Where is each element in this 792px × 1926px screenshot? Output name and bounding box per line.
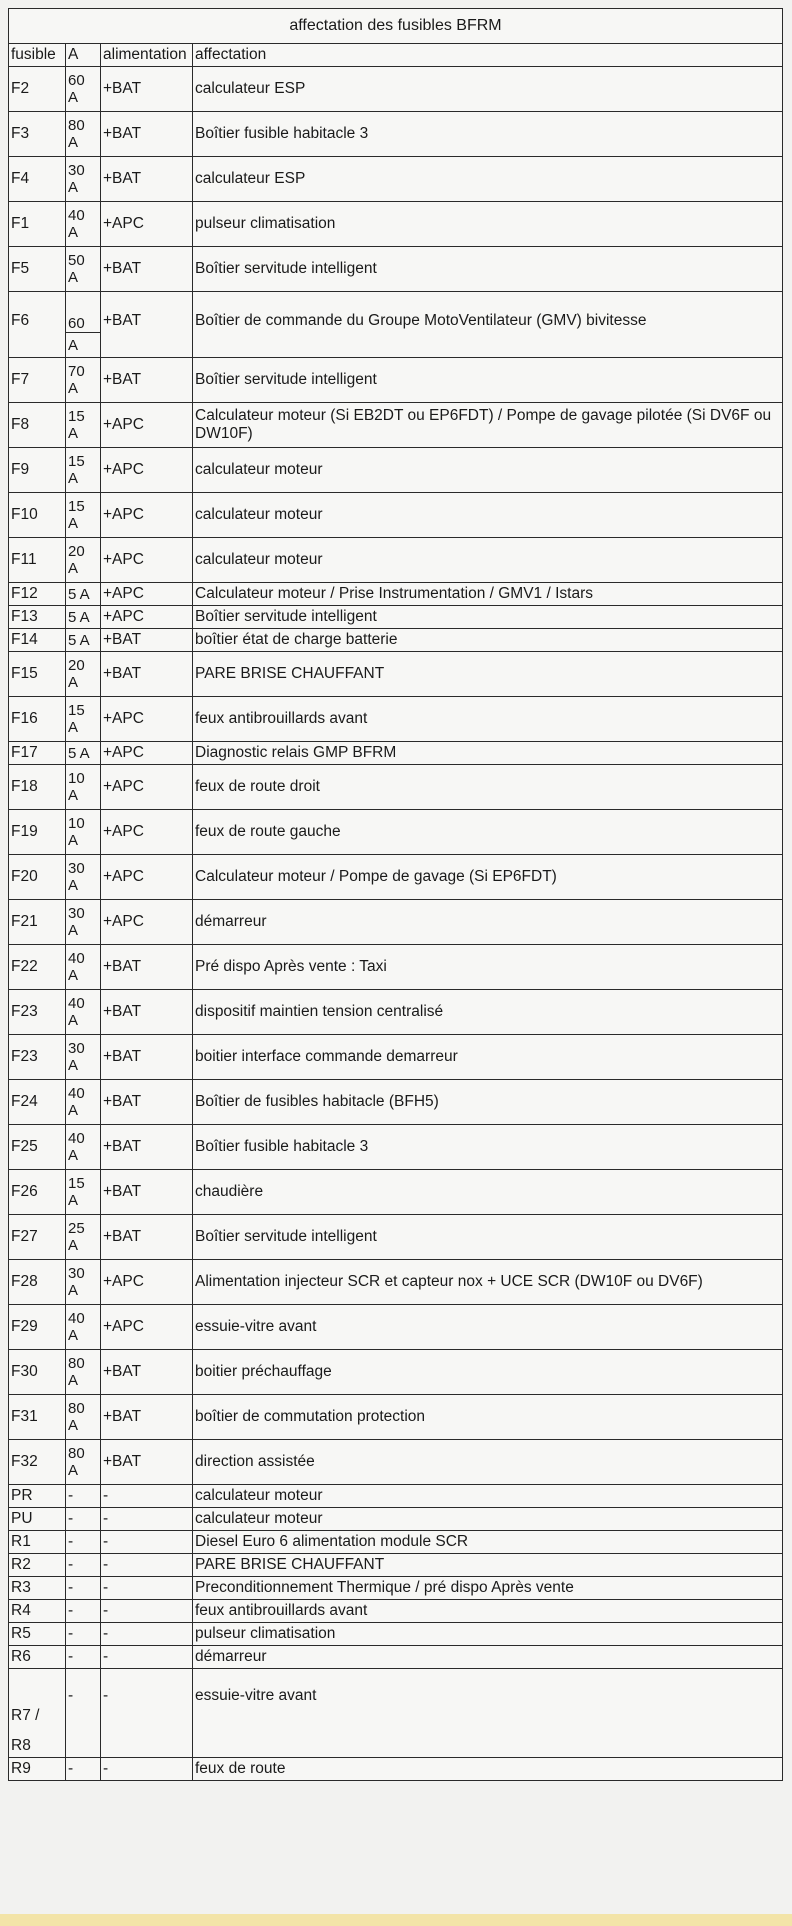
- fuse-amperage: 15 A: [66, 448, 101, 493]
- relay-assignment: calculateur moteur: [193, 1508, 783, 1531]
- header-affectation: affectation: [193, 44, 783, 67]
- fuse-id: F28: [9, 1260, 66, 1305]
- fuse-assignment: PARE BRISE CHAUFFANT: [193, 652, 783, 697]
- fuse-amperage: 15 A: [66, 493, 101, 538]
- fuse-amperage: 5 A: [66, 583, 101, 606]
- header-amperage: A: [66, 44, 101, 67]
- fuse-supply: +APC: [101, 855, 193, 900]
- fuse-amperage: 30 A: [66, 1260, 101, 1305]
- table-row: [9, 247, 783, 292]
- fuse-assignment: calculateur ESP: [193, 157, 783, 202]
- header-alimentation: alimentation: [101, 44, 193, 67]
- relay-id: R3: [9, 1577, 66, 1600]
- fuse-assignment: boitier préchauffage: [193, 1350, 783, 1395]
- fuse-id: F17: [9, 742, 66, 765]
- fuse-supply: +BAT: [101, 945, 193, 990]
- fuse-id: F20: [9, 855, 66, 900]
- fuse-supply: +BAT: [101, 292, 193, 358]
- fuse-assignment: feux antibrouillards avant: [193, 697, 783, 742]
- relay-id: R4: [9, 1600, 66, 1623]
- fuse-amperage: 20 A: [66, 538, 101, 583]
- relay-supply: -: [101, 1577, 193, 1600]
- header-row: [9, 44, 783, 67]
- relay-supply: -: [101, 1623, 193, 1646]
- fuse-supply: +APC: [101, 765, 193, 810]
- fuse-id: F9: [9, 448, 66, 493]
- fuse-amperage: 80 A: [66, 1395, 101, 1440]
- fuse-assignment: Alimentation injecteur SCR et capteur nox + UCE SCR (DW10F ou DV6F): [193, 1260, 783, 1305]
- fuse-amperage: 10 A: [66, 810, 101, 855]
- fuse-amperage: 20 A: [66, 652, 101, 697]
- fuse-id: F16: [9, 697, 66, 742]
- fuse-amperage: 60: [66, 292, 101, 333]
- fuse-id: F31: [9, 1395, 66, 1440]
- table-row: [9, 765, 783, 810]
- fuse-assignment: feux de route droit: [193, 765, 783, 810]
- table-row: [9, 1646, 783, 1669]
- fuse-assignment: Boîtier servitude intelligent: [193, 606, 783, 629]
- fuse-assignment: Boîtier fusible habitacle 3: [193, 1125, 783, 1170]
- fuse-supply: +BAT: [101, 358, 193, 403]
- relay-supply: -: [101, 1554, 193, 1577]
- fuse-amperage: 50 A: [66, 247, 101, 292]
- fuse-id: F15: [9, 652, 66, 697]
- fuse-id: F13: [9, 606, 66, 629]
- table-row: [9, 1554, 783, 1577]
- fuse-assignment: essuie-vitre avant: [193, 1305, 783, 1350]
- fuse-amperage: 10 A: [66, 765, 101, 810]
- relay-id: R1: [9, 1531, 66, 1554]
- relay-amperage: -: [66, 1577, 101, 1600]
- table-row: [9, 1600, 783, 1623]
- fuse-amperage: 40 A: [66, 202, 101, 247]
- fuse-assignment: Boîtier servitude intelligent: [193, 247, 783, 292]
- fuse-supply: +BAT: [101, 112, 193, 157]
- relay-assignment: feux antibrouillards avant: [193, 1600, 783, 1623]
- table-row: [9, 1035, 783, 1080]
- relay-assignment: pulseur climatisation: [193, 1623, 783, 1646]
- relay-supply: -: [101, 1646, 193, 1669]
- fuse-id: F32: [9, 1440, 66, 1485]
- fuse-supply: +APC: [101, 1305, 193, 1350]
- fuse-amperage: 60 A: [66, 67, 101, 112]
- fuse-amperage: 5 A: [66, 606, 101, 629]
- fuse-id: F23: [9, 1035, 66, 1080]
- fuse-amperage: 40 A: [66, 1125, 101, 1170]
- fuse-amperage: 80 A: [66, 1440, 101, 1485]
- fuse-assignment: démarreur: [193, 900, 783, 945]
- fuse-amperage: 30 A: [66, 900, 101, 945]
- fuse-amperage: 40 A: [66, 990, 101, 1035]
- table-row: [9, 990, 783, 1035]
- fuse-amperage: 40 A: [66, 1305, 101, 1350]
- fuse-supply: +APC: [101, 1260, 193, 1305]
- fuse-supply: +BAT: [101, 1395, 193, 1440]
- fuse-assignment: boitier interface commande demarreur: [193, 1035, 783, 1080]
- relay-amperage: -: [66, 1485, 101, 1508]
- fuse-supply: +BAT: [101, 1350, 193, 1395]
- table-row: [9, 1395, 783, 1440]
- fuse-amperage: 15 A: [66, 1170, 101, 1215]
- fuse-amperage: 80 A: [66, 1350, 101, 1395]
- table-row: [9, 1440, 783, 1485]
- fuse-supply: +APC: [101, 538, 193, 583]
- table-row: [9, 1080, 783, 1125]
- fuse-amperage: 25 A: [66, 1215, 101, 1260]
- fuse-id: F30: [9, 1350, 66, 1395]
- relay-amperage: -: [66, 1758, 101, 1781]
- fuse-assignment: calculateur moteur: [193, 493, 783, 538]
- table-row: [9, 1669, 783, 1758]
- relay-amperage: -: [66, 1600, 101, 1623]
- fuse-amperage: 70 A: [66, 358, 101, 403]
- relay-supply: -: [101, 1758, 193, 1781]
- relay-amperage: -: [66, 1623, 101, 1646]
- fuse-id: F19: [9, 810, 66, 855]
- fuse-supply: +BAT: [101, 1170, 193, 1215]
- fuse-supply: +APC: [101, 606, 193, 629]
- fuse-amperage: 30 A: [66, 157, 101, 202]
- fuse-supply: +BAT: [101, 1125, 193, 1170]
- relay-assignment: essuie-vitre avant: [193, 1669, 783, 1758]
- relay-assignment: Diesel Euro 6 alimentation module SCR: [193, 1531, 783, 1554]
- fuse-assignment: Calculateur moteur / Prise Instrumentation / GMV1 / Istars: [193, 583, 783, 606]
- relay-amperage: -: [66, 1669, 101, 1758]
- fuse-id: F8: [9, 403, 66, 448]
- fuse-assignment: Boîtier servitude intelligent: [193, 1215, 783, 1260]
- fuse-supply: +APC: [101, 900, 193, 945]
- fuse-amperage: 15 A: [66, 403, 101, 448]
- fuse-id: F18: [9, 765, 66, 810]
- table-row: [9, 403, 783, 448]
- fuse-id: F14: [9, 629, 66, 652]
- fuse-id: F27: [9, 1215, 66, 1260]
- fuse-supply: +BAT: [101, 1035, 193, 1080]
- fuse-assignment: Boîtier fusible habitacle 3: [193, 112, 783, 157]
- fuse-supply: +BAT: [101, 652, 193, 697]
- table-row: [9, 1215, 783, 1260]
- relay-amperage: -: [66, 1554, 101, 1577]
- fuse-supply: +APC: [101, 403, 193, 448]
- table-row: [9, 202, 783, 247]
- fuse-assignment: Boîtier de fusibles habitacle (BFH5): [193, 1080, 783, 1125]
- fuse-assignment: Boîtier servitude intelligent: [193, 358, 783, 403]
- table-row: [9, 810, 783, 855]
- relay-assignment: démarreur: [193, 1646, 783, 1669]
- fuse-amperage-unit: A: [66, 333, 101, 358]
- table-row: [9, 900, 783, 945]
- fuse-id: F12: [9, 583, 66, 606]
- relay-id: PU: [9, 1508, 66, 1531]
- fuse-id: F4: [9, 157, 66, 202]
- fuse-assignment: Diagnostic relais GMP BFRM: [193, 742, 783, 765]
- fuse-supply: +APC: [101, 493, 193, 538]
- fuse-supply: +BAT: [101, 990, 193, 1035]
- fuse-id: F25: [9, 1125, 66, 1170]
- relay-id: R6: [9, 1646, 66, 1669]
- fuse-id: F11: [9, 538, 66, 583]
- relay-id: R5: [9, 1623, 66, 1646]
- fuse-amperage: 80 A: [66, 112, 101, 157]
- relay-supply: -: [101, 1485, 193, 1508]
- fuse-id: F1: [9, 202, 66, 247]
- relay-id: PR: [9, 1485, 66, 1508]
- fuse-id: F3: [9, 112, 66, 157]
- fuse-supply: +BAT: [101, 247, 193, 292]
- fuse-assignment: Calculateur moteur / Pompe de gavage (Si EP6FDT): [193, 855, 783, 900]
- fuse-supply: +BAT: [101, 1440, 193, 1485]
- relay-supply: -: [101, 1508, 193, 1531]
- fuse-amperage: 5 A: [66, 629, 101, 652]
- relay-amperage: -: [66, 1646, 101, 1669]
- fuse-supply: +APC: [101, 810, 193, 855]
- fuse-id: F7: [9, 358, 66, 403]
- fuse-supply: +APC: [101, 742, 193, 765]
- relay-assignment: feux de route: [193, 1758, 783, 1781]
- fuse-id: F2: [9, 67, 66, 112]
- table-row: [9, 945, 783, 990]
- fuse-id: F24: [9, 1080, 66, 1125]
- fuse-supply: +BAT: [101, 629, 193, 652]
- fuse-table: [8, 8, 783, 1781]
- fuse-id: F21: [9, 900, 66, 945]
- table-row: [9, 697, 783, 742]
- fuse-id: F5: [9, 247, 66, 292]
- fuse-supply: +APC: [101, 583, 193, 606]
- title-row: [9, 9, 783, 44]
- fuse-amperage: 40 A: [66, 945, 101, 990]
- fuse-assignment: Calculateur moteur (Si EB2DT ou EP6FDT) / Pompe de gavage pilotée (Si DV6F ou DW10F): [193, 403, 783, 448]
- fuse-supply: +APC: [101, 202, 193, 247]
- fuse-assignment: calculateur moteur: [193, 448, 783, 493]
- table-row: [9, 538, 783, 583]
- table-row: [9, 1485, 783, 1508]
- table-row: [9, 606, 783, 629]
- fuse-id: F29: [9, 1305, 66, 1350]
- table-row: [9, 1508, 783, 1531]
- table-row: [9, 112, 783, 157]
- table-row: [9, 448, 783, 493]
- fuse-supply: +BAT: [101, 1215, 193, 1260]
- table-row: [9, 583, 783, 606]
- page-edge-strip: [0, 1914, 792, 1926]
- table-row: [9, 1350, 783, 1395]
- table-row: [9, 1260, 783, 1305]
- header-fusible: fusible: [9, 44, 66, 67]
- fuse-supply: +BAT: [101, 67, 193, 112]
- table-row: [9, 67, 783, 112]
- fuse-assignment: boîtier état de charge batterie: [193, 629, 783, 652]
- fuse-assignment: pulseur climatisation: [193, 202, 783, 247]
- relay-supply: -: [101, 1669, 193, 1758]
- table-row: [9, 742, 783, 765]
- fuse-id: F23: [9, 990, 66, 1035]
- relay-amperage: -: [66, 1531, 101, 1554]
- fuse-id: F26: [9, 1170, 66, 1215]
- fuse-id: F6: [9, 292, 66, 358]
- fuse-assignment: boîtier de commutation protection: [193, 1395, 783, 1440]
- fuse-id: F10: [9, 493, 66, 538]
- fuse-supply: +BAT: [101, 157, 193, 202]
- fuse-assignment: direction assistée: [193, 1440, 783, 1485]
- table-row: [9, 1531, 783, 1554]
- relay-id-line2: R8: [11, 1737, 31, 1754]
- table-row: [9, 157, 783, 202]
- fuse-assignment: dispositif maintien tension centralisé: [193, 990, 783, 1035]
- fuse-supply: +APC: [101, 448, 193, 493]
- fuse-assignment: Boîtier de commande du Groupe MotoVentilateur (GMV) bivitesse: [193, 292, 783, 358]
- relay-id: R9: [9, 1758, 66, 1781]
- table-row: [9, 1125, 783, 1170]
- fuse-assignment: calculateur moteur: [193, 538, 783, 583]
- table-row: [9, 855, 783, 900]
- fuse-assignment: feux de route gauche: [193, 810, 783, 855]
- table-row: [9, 1758, 783, 1781]
- table-row: [9, 292, 783, 333]
- fuse-amperage: 5 A: [66, 742, 101, 765]
- relay-assignment: Preconditionnement Thermique / pré dispo Après vente: [193, 1577, 783, 1600]
- table-row: [9, 1170, 783, 1215]
- table-row: [9, 1577, 783, 1600]
- fuse-amperage: 15 A: [66, 697, 101, 742]
- table-title: affectation des fusibles BFRM: [9, 9, 783, 44]
- fuse-amperage: 30 A: [66, 855, 101, 900]
- table-row: [9, 652, 783, 697]
- relay-supply: -: [101, 1531, 193, 1554]
- fuse-amperage: 30 A: [66, 1035, 101, 1080]
- relay-id: [9, 1669, 66, 1758]
- fuse-assignment: chaudière: [193, 1170, 783, 1215]
- table-row: [9, 1305, 783, 1350]
- table-row: [9, 358, 783, 403]
- fuse-supply: +APC: [101, 697, 193, 742]
- table-row: [9, 493, 783, 538]
- fuse-supply: +BAT: [101, 1080, 193, 1125]
- fuse-assignment: calculateur ESP: [193, 67, 783, 112]
- fuse-assignment: Pré dispo Après vente : Taxi: [193, 945, 783, 990]
- table-row: [9, 629, 783, 652]
- relay-supply: -: [101, 1600, 193, 1623]
- relay-assignment: calculateur moteur: [193, 1485, 783, 1508]
- relay-assignment: PARE BRISE CHAUFFANT: [193, 1554, 783, 1577]
- relay-id-line1: R7 /: [11, 1707, 40, 1724]
- fuse-id: F22: [9, 945, 66, 990]
- relay-id: R2: [9, 1554, 66, 1577]
- relay-amperage: -: [66, 1508, 101, 1531]
- table-row: [9, 1623, 783, 1646]
- fuse-amperage: 40 A: [66, 1080, 101, 1125]
